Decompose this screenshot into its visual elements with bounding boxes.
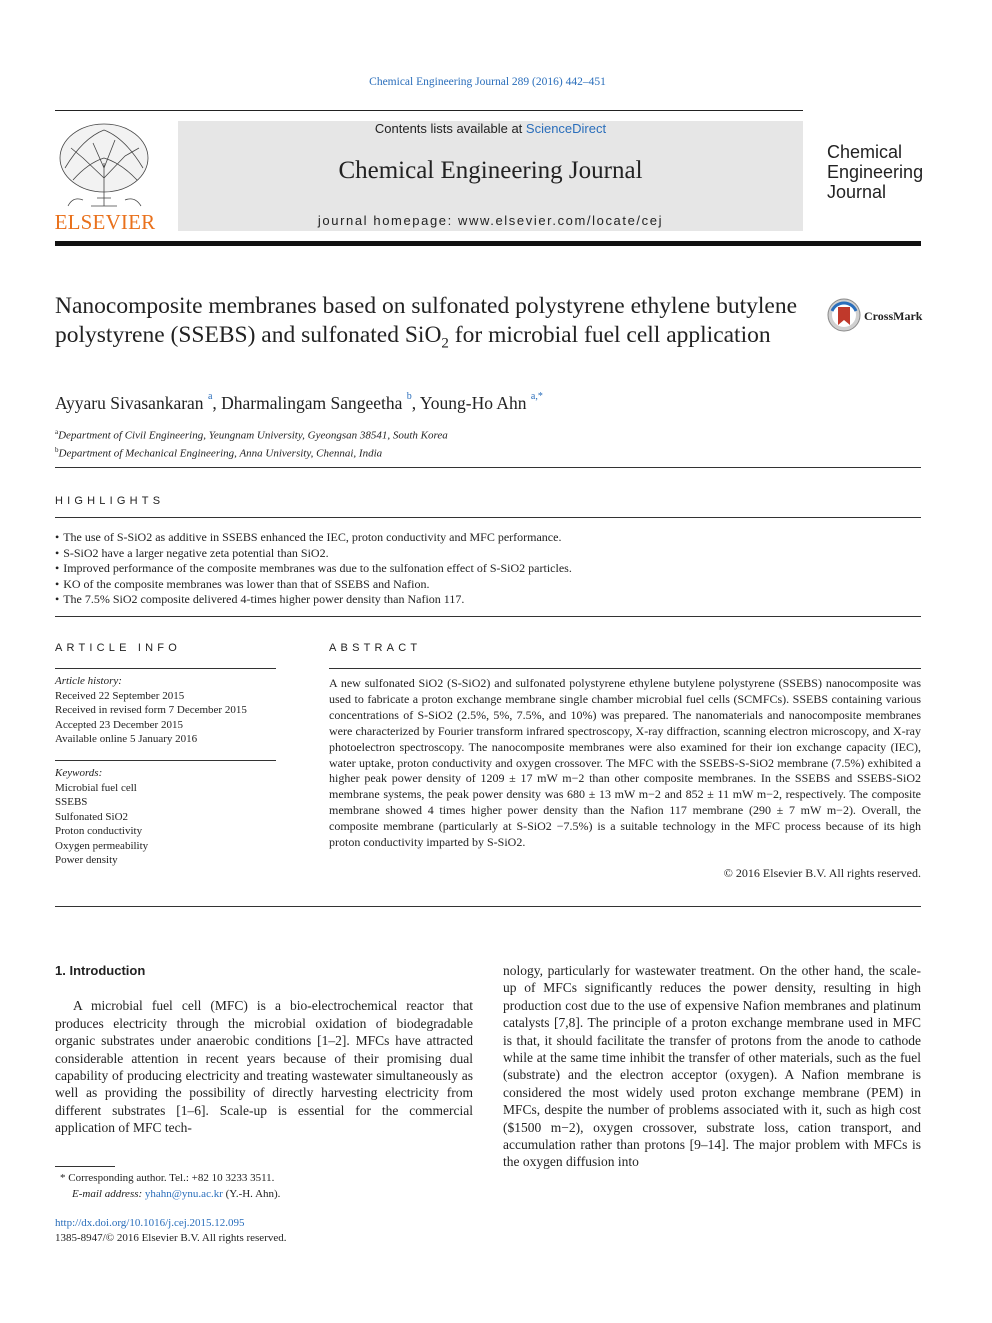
article-info-heading: ARTICLE INFO [55,642,181,654]
keywords-label: Keywords: [55,767,103,779]
author-list: Ayyaru Sivasankaran $^a$, Dharmalingam Sangeetha $^b$, Young-Ho Ahn $^{a,*}$ [55,391,543,413]
title-subscript: 2 [441,335,449,352]
journal-homepage[interactable]: journal homepage: www.elsevier.com/locate/cej [317,213,664,228]
sciencedirect-link[interactable]: ScienceDirect [525,121,607,136]
author-name[interactable]: Ayyaru Sivasankaran [55,393,204,413]
keywords-rule [55,760,276,761]
highlight-text: S-SiO2 have a larger negative zeta potential than SiO2. [63,545,329,560]
affiliations [55,425,815,460]
author-name[interactable]: Dharmalingam Sangeetha [221,393,403,413]
author-affil-sup[interactable]: a [207,391,213,402]
doi-block [55,1216,475,1245]
elsevier-wordmark: ELSEVIER [54,210,156,234]
issn-line: 1385-8947/© 2016 Elsevier B.V. All rights reserved. [55,1231,287,1244]
history-item: Accepted 23 December 2015 [55,718,183,731]
introduction-heading: 1. Introduction [55,963,146,978]
journal-cover-logo [827,142,937,202]
highlight-item [55,592,921,608]
journal-title: Chemical Engineering Journal [338,157,643,184]
keyword-item: Power density [55,854,118,866]
footnote-rule [55,1166,115,1167]
highlights-list [55,530,921,608]
highlights-heading: HIGHLIGHTS [55,495,165,507]
affil-text: Department of Civil Engineering, Yeungnam University, Gyeongsan 38541, South Korea [58,429,448,442]
header-thick-rule [55,241,921,246]
affil-text: Department of Mechanical Engineering, Anna University, Chennai, India [58,447,383,460]
history-label: Article history: [55,675,122,687]
article-info-rule [55,668,276,669]
contents-availability [178,121,803,136]
abstract-rule [329,668,921,669]
highlight-item [55,530,921,546]
affil-sup: a [55,428,59,436]
abstract-heading: ABSTRACT [329,642,422,654]
body-column-right [503,962,921,1171]
body-column-left [55,962,473,1137]
highlight-item [55,561,921,577]
email-line [60,1187,480,1203]
journal-citation[interactable]: Chemical Engineering Journal 289 (2016) 442–451 [369,76,606,88]
abstract-text: A new sulfonated SiO2 (S-SiO2) and sulfonated polystyrene ethylene butylene polystyrene (SSEBS) nanocomposite was used to fabricate a proton exchange membrane single chamber microbial fuel cells (SCMFCs). SSEBS containing various concentrations of S-SiO2 (2.5%, 5%, 7.5%, and 10%) was prepared. The nanomaterials and nanocomposite membranes were characterized by Fourier transform infrared spectroscopy, X-ray diffraction, scanning electron microscopy, and X-ray photoelectron spectroscopy. The nanocomposite membranes were also examined for their ion exchange capacity (IEC), water uptake, proton conductivity and oxygen crossover. The MFC with the SSEBS-S-SiO2 membrane (7.5%) exhibited a higher peak power density of 1209 ± 17 mW m−2 than other composite membranes. In the SSEBS and SSEBS-SiO2 membrane systems, the peak power density was 680 ± 13 mW m−2 and 852 ± 11 mW m−2, respectively. The composite membrane showed 4 times higher power density than the Nafion 117 membrane (290 ± 7 mW m−2). Overall, the composite membrane (particularly at S-SiO2 −7.5%) is a suitable technology in the MFC process because of its high proton conductivity imparted by S-SiO2. [329,676,921,850]
title-part: Nanocomposite membranes based on sulfonated polystyrene ethylene butylene polystyrene (SSEBS) and sulfonated SiO [55,293,797,348]
highlight-text: KO of the composite membranes was lower than that of SSEBS and Nafion. [63,576,430,591]
corresponding-author: * Corresponding author. Tel.: +82 10 3233 3511. [60,1172,275,1184]
section-divider [55,616,921,617]
crossmark-label[interactable]: CrossMark [864,309,923,323]
email-link[interactable]: yhahn@ynu.ac.kr [144,1187,223,1200]
highlight-text: The 7.5% SiO2 composite delivered 4-times higher power density than Nafion 117. [63,592,465,607]
abstract-copyright: © 2016 Elsevier B.V. All rights reserved. [723,866,921,880]
article-history [55,674,277,747]
header-rule [55,110,803,111]
highlight-text: The use of S-SiO2 as additive in SSEBS enhanced the IEC, proton conductivity and MFC performance. [63,530,562,544]
author-name[interactable]: Young-Ho Ahn [419,393,527,413]
keyword-item: Sulfonated SiO2 [55,810,129,823]
history-item: Received in revised form 7 December 2015 [55,704,247,716]
article-title [55,292,815,359]
history-item: Received 22 September 2015 [55,689,185,702]
affiliation [55,425,815,443]
corresponding-footnote [60,1171,480,1202]
keywords-block [55,766,277,868]
history-item: Available online 5 January 2016 [55,733,198,745]
highlight-text: Improved performance of the composite membranes was due to the sulfonation effect of S-SiO2 particles. [63,561,572,576]
email-suffix: (Y.-H. Ahn). [222,1187,281,1200]
email-label: E-mail address: [72,1187,145,1200]
cover-line: Chemical [827,142,903,162]
affil-sup: b [55,445,59,454]
keyword-item: Microbial fuel cell [55,781,137,794]
cover-line: Engineering [827,162,924,182]
doi-link[interactable]: http://dx.doi.org/10.1016/j.cej.2015.12.095 [55,1217,245,1229]
cover-line: Journal [827,182,887,202]
section-divider [55,517,921,518]
body-paragraph: A microbial fuel cell (MFC) is a bio-electrochemical reactor that produces electricity through the microbial oxidation of biodegradable organic substrates under anaerobic conditions [1–2]. MFCs have attracted considerable attention in recent years because of their promising dual capability of producing electricity and treating wastewater simultaneously as well as providing the possibility of directly harvesting electricity from different substrates [1–6]. Scale-up is essential for the commercial application of MFC tech- [55,998,473,1136]
keyword-item: Oxygen permeability [55,839,149,852]
keyword-item: SSEBS [55,796,88,808]
highlight-item [55,577,921,593]
section-divider [55,906,921,907]
contents-prefix: Contents lists available at [374,121,526,136]
highlight-item [55,546,921,562]
author-affil-sup[interactable]: a,* [530,391,543,402]
keyword-item: Proton conductivity [55,825,143,837]
title-part: for microbial fuel cell application [448,322,771,348]
affiliation [55,443,815,461]
author-affil-sup[interactable]: b [406,391,412,402]
section-divider [55,467,921,468]
body-paragraph: nology, particularly for wastewater treatment. On the other hand, the scale-up of MFCs significantly reduces the power density, resulting in high production cost due to the use of expensive Nafion membranes and platinum catalysts [7,8]. The principle of a proton exchange membrane used in MFC is that, it should facilitate the transfer of protons from the anode to cathode while at the same time inhibit the transfer of other materials, such as the fuel (substrate) and the electron acceptor (oxygen). A Nafion membrane is considered the most widely used proton exchange membrane (PEM) in MFCs, despite the number of problems associated with it, such as high cost ($1500 m−2), oxygen crossover, substrate loss, cation transport, and accumulation rather than protons [9–14]. The major problem with MFCs is the oxygen diffusion into [503,963,921,1170]
